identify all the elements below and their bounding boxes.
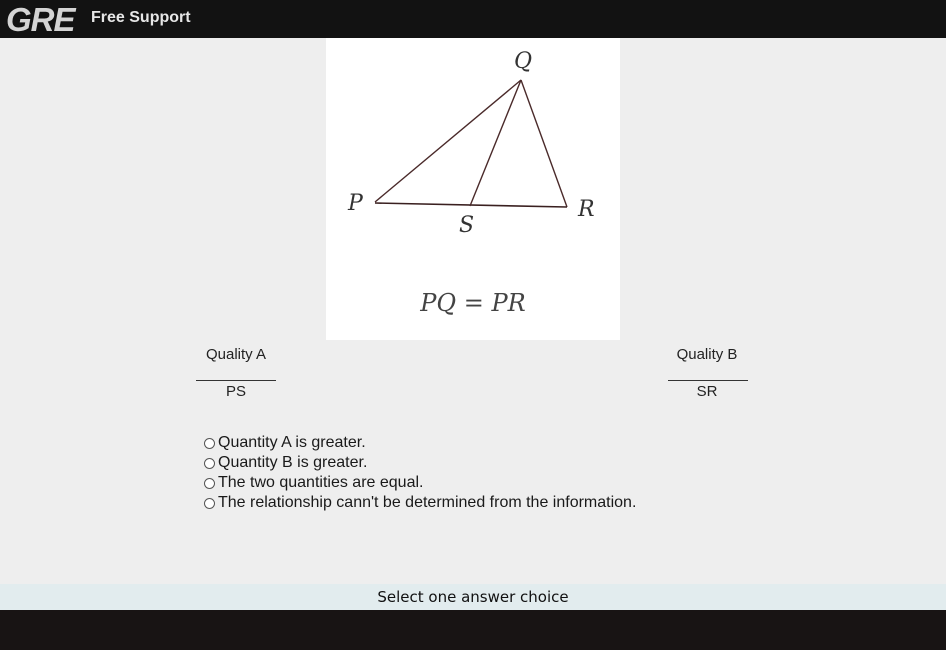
status-bar: Select one answer choice — [0, 584, 946, 610]
choice-b[interactable] — [204, 453, 636, 473]
footer-bar — [0, 610, 946, 650]
quantity-b-rule — [668, 380, 748, 381]
radio-button[interactable] — [204, 458, 215, 469]
radio-button[interactable] — [204, 438, 215, 449]
figure-condition: PQ = PR — [420, 289, 526, 317]
choice-label: The relationship cann't be determined from the information. — [218, 494, 637, 511]
header-subtitle: Free Support — [91, 9, 191, 26]
vertex-r-label: R — [578, 197, 595, 222]
quantity-a-value: PS — [225, 383, 246, 400]
triangle-figure — [326, 38, 620, 340]
radio-button[interactable] — [204, 478, 215, 489]
quantity-a-heading: Quality A — [205, 346, 267, 363]
segment-pq — [375, 80, 521, 202]
segment-qr — [521, 80, 567, 207]
choice-d[interactable] — [204, 493, 636, 513]
choice-c[interactable] — [204, 473, 636, 493]
app-header — [0, 0, 946, 38]
choice-label: The two quantities are equal. — [218, 474, 424, 491]
vertex-q-label: Q — [514, 49, 533, 74]
gre-logo: GRE — [6, 1, 75, 38]
quantity-b-value: SR — [696, 383, 718, 400]
vertex-p-label: P — [348, 191, 363, 216]
choice-label: Quantity A is greater. — [218, 434, 366, 451]
segment-qs — [470, 80, 521, 206]
quantity-b-heading: Quality B — [676, 346, 738, 363]
triangle-diagram — [326, 38, 620, 340]
radio-button[interactable] — [204, 498, 215, 509]
vertex-s-label: S — [459, 213, 475, 238]
choice-a[interactable] — [204, 433, 636, 453]
choice-label: Quantity B is greater. — [218, 454, 368, 471]
answer-choices — [204, 433, 636, 513]
quantity-a-rule — [196, 380, 276, 381]
